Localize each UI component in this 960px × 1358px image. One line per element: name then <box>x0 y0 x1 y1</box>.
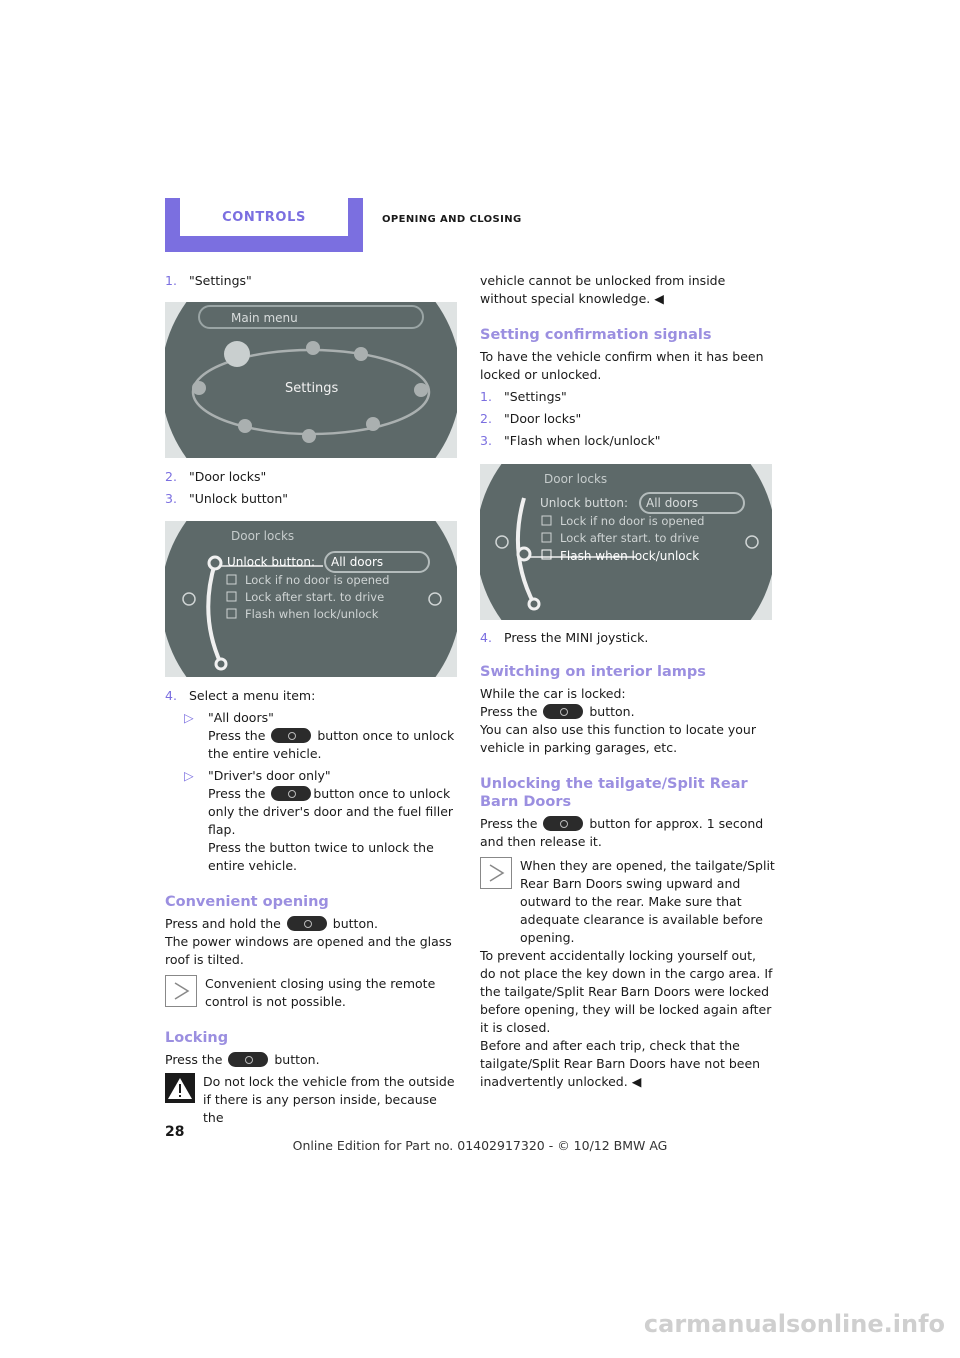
footer: Online Edition for Part no. 01402917320 - © 10/12 BMW AG <box>292 1138 668 1153</box>
lock-key-button-icon <box>228 1052 268 1067</box>
svg-text:Unlock button:: Unlock button: <box>227 555 316 569</box>
heading-locking: Locking <box>165 1030 229 1046</box>
svg-text:Lock after start. to drive: Lock after start. to drive <box>560 531 700 545</box>
svg-text:All doors: All doors <box>646 496 699 510</box>
gear-icon <box>224 341 250 367</box>
note-convenient: Convenient closing using the remote control is not possible. <box>165 975 460 1011</box>
step-4: Select a menu item: <box>189 688 316 703</box>
note-arrow-icon <box>480 857 512 889</box>
chapter-label: CONTROLS <box>222 209 306 225</box>
page-number: 28 <box>165 1124 185 1140</box>
heading-interior-lamps: Switching on interior lamps <box>480 664 706 680</box>
lock-key-button-icon <box>543 704 583 719</box>
warning-locking: Do not lock the vehicle from the outside if there is any person inside, because the <box>165 1073 460 1127</box>
main-menu-label: Main menu <box>231 311 298 325</box>
phone-icon <box>366 417 380 431</box>
svg-text:Lock after start. to drive: Lock after start. to drive <box>245 590 385 604</box>
unlock-key-button-icon <box>287 916 327 931</box>
cd-icon <box>302 429 316 443</box>
unlock-key-button-icon <box>271 786 311 801</box>
svg-text:Lock if no door is opened: Lock if no door is opened <box>560 514 705 528</box>
step-3: "Unlock button" <box>189 491 289 506</box>
svg-text:Door locks: Door locks <box>231 529 295 543</box>
warning-triangle-icon <box>165 1073 195 1103</box>
svg-text:Unlock button:: Unlock button: <box>540 496 629 510</box>
left-column: 1. "Settings" <box>165 273 252 288</box>
note-tailgate: When they are opened, the tailgate/Split Rear Barn Doors swing upward and outward to the rear. Make sure that adequate clearance is available before opening. <box>480 857 775 947</box>
car-icon <box>306 341 320 355</box>
heading-convenient-opening: Convenient opening <box>165 894 329 910</box>
watermark: carmanualsonline.info <box>643 1310 945 1338</box>
settings-title: Settings <box>285 381 339 396</box>
heading-confirmation: Setting confirmation signals <box>480 327 712 343</box>
step-2: "Door locks" <box>189 469 267 484</box>
svg-text:Flash when lock/unlock: Flash when lock/unlock <box>560 549 700 563</box>
right-column: vehicle cannot be unlocked from inside without special knowledge. ◀ Setting confirmation signals To have the vehicle confirm when it has been locked or unlocked. 1. "Settings" 2. "Door locks" 3. "Flash when lock/unlock" <box>480 272 775 454</box>
svg-text:All doors: All doors <box>331 555 384 569</box>
svg-text:Door locks: Door locks <box>544 472 608 486</box>
book-icon <box>414 383 428 397</box>
svg-text:Lock if no door is opened: Lock if no door is opened <box>245 573 390 587</box>
globe-icon <box>354 347 368 361</box>
door-locks-screen-2 <box>480 464 772 620</box>
step-1: "Settings" <box>189 273 252 288</box>
compass-icon <box>192 381 206 395</box>
note-arrow-icon <box>165 975 197 1007</box>
heading-tailgate: Unlocking the tailgate/Split Rear Barn Doors <box>480 776 748 810</box>
unlock-key-button-icon <box>271 728 311 743</box>
section-label: OPENING AND CLOSING <box>382 214 522 225</box>
svg-text:Flash when lock/unlock: Flash when lock/unlock <box>245 607 379 621</box>
tailgate-key-button-icon <box>543 816 583 831</box>
settings-screen <box>165 302 457 458</box>
door-locks-screen-1 <box>165 521 457 677</box>
radio-icon <box>238 419 252 433</box>
chapter-tab-inner <box>180 198 348 236</box>
